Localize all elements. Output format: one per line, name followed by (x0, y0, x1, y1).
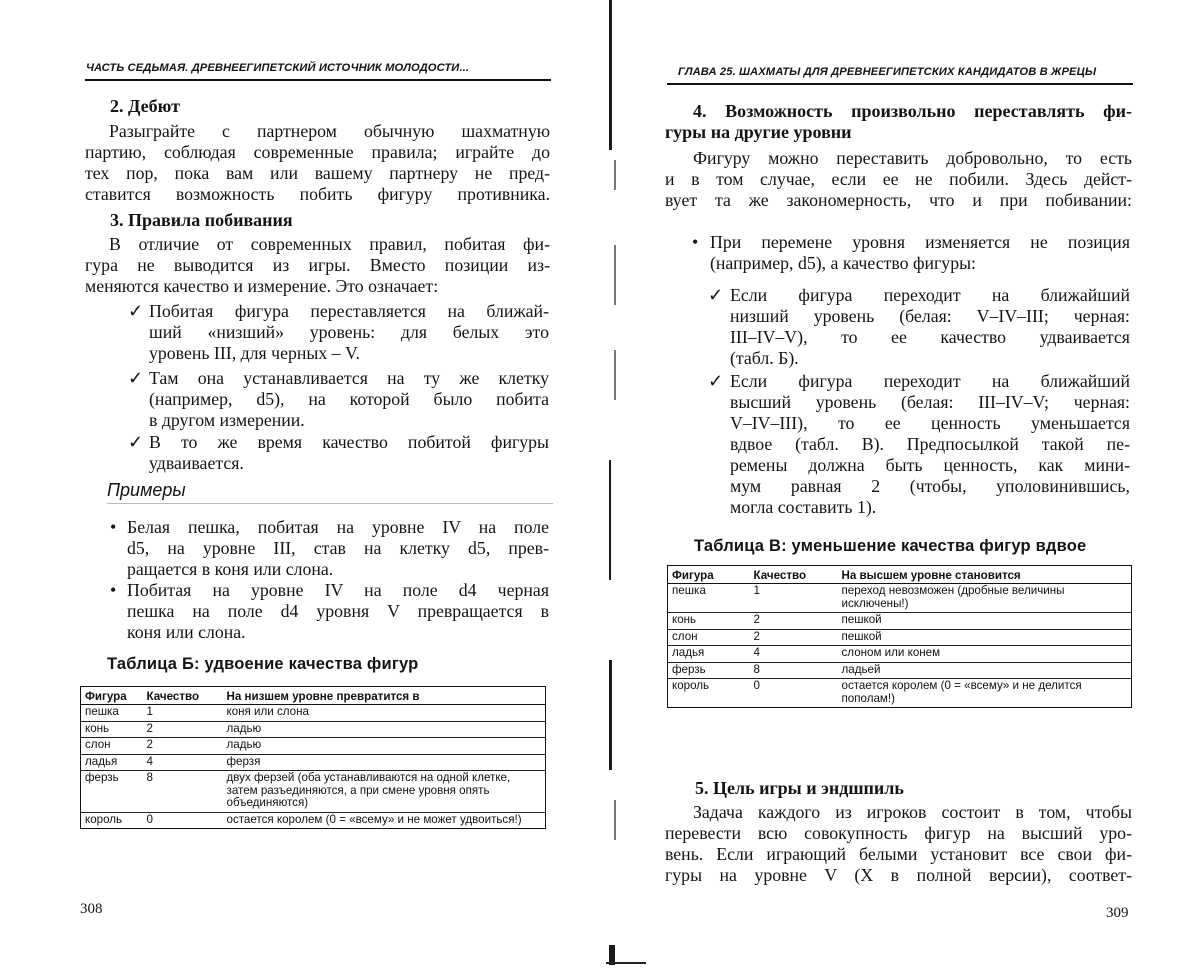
table-row (668, 646, 1132, 663)
table-row (81, 738, 546, 755)
text-line: гура не выводится из игры. Вместо позиции из- (85, 255, 550, 275)
checkmark-icon: ✓ (128, 432, 144, 452)
table-cell: 0 (146, 812, 153, 826)
table-cell: коня или слона (223, 705, 546, 722)
table-cell: 8 (750, 662, 838, 679)
column-header: Фигура (668, 566, 750, 584)
table-cell: конь (81, 721, 143, 738)
bullet-item (710, 232, 1130, 274)
text-line: Если фигура переходит на ближайший (730, 371, 1130, 391)
text-line: d5, на уровне III, став на клетку d5, прев- (127, 538, 549, 558)
page-number-left: 308 (80, 901, 103, 917)
table-cell: ладья (81, 754, 143, 771)
examples-subheading: Примеры (107, 480, 186, 500)
heading-game-goal: 5. Цель игры и эндшпиль (695, 778, 904, 798)
checkmark-icon: ✓ (708, 371, 724, 391)
table-v (667, 565, 1132, 708)
checkmark-icon: ✓ (128, 368, 144, 388)
bullet-item (127, 580, 549, 643)
text-line: Задача каждого из игроков состоит в том, чтобы (693, 802, 1132, 822)
table-cell: король (85, 812, 123, 826)
table-cell: 1 (750, 584, 838, 613)
table-cell: ферзь (668, 662, 750, 679)
text-line: вует та же закономерность, что и при побивании: (665, 190, 1132, 210)
check-item (730, 285, 1130, 369)
table-cell: слон (668, 629, 750, 646)
header-rule-left (85, 79, 551, 81)
table-b (80, 686, 546, 829)
table-header-row (668, 566, 1132, 584)
text-line: коня или слона. (127, 622, 246, 642)
right-page (604, 0, 1200, 976)
table-row (668, 629, 1132, 646)
text-line: высший уровень (белая: III–IV–V; черная: (730, 392, 1130, 412)
table-row (668, 679, 1132, 708)
heading-capture-rules: 3. Правила побивания (110, 210, 293, 230)
column-header: На высшем уровне становится (838, 566, 1132, 584)
text-line: (например, d5), на которой было побита (149, 389, 549, 409)
text-line: Белая пешка, побитая на уровне IV на поле (127, 517, 549, 537)
text-line: низший уровень (белая: V–IV–III; черная: (730, 306, 1130, 326)
table-cell: двух ферзей (оба устанавливаются на одной клетке, затем разъединяются, а при смене уровня опять объединяются) (223, 771, 546, 813)
text-line: мум равная 2 (чтобы, уполовинившись, (730, 476, 1130, 496)
page-number-right: 309 (1106, 905, 1129, 921)
text-line: удваивается. (149, 453, 244, 473)
check-item (149, 301, 549, 364)
text-line: III–IV–V), то ее качество удваивается (730, 327, 1130, 347)
checkmark-icon: ✓ (708, 285, 724, 305)
table-cell: 1 (143, 705, 223, 722)
table-cell: остается королем (0 = «всему» и не может удвоиться!) (226, 812, 522, 826)
table-cell: 4 (143, 754, 223, 771)
table-cell: ладью (223, 721, 546, 738)
text-line: В отличие от современных правил, побитая фи- (109, 234, 550, 254)
text-line: (например, d5), а качество фигуры: (710, 253, 976, 273)
text-line: ставится возможность побить фигуру противника. (85, 184, 550, 204)
text-line: (табл. Б). (730, 348, 799, 368)
table-row (668, 584, 1132, 613)
heading-voluntary-move (665, 101, 1132, 143)
checkmark-icon: ✓ (128, 301, 144, 321)
text-line: 4. Возможность произвольно переставлять фи- (693, 101, 1132, 121)
text-line: ший «низший» уровень: для белых это (149, 322, 549, 342)
table-cell: пешка (81, 705, 143, 722)
table-cell: пешка (668, 584, 750, 613)
column-header: На низшем уровне превратится в (223, 687, 546, 705)
table-row (81, 721, 546, 738)
table-cell: ферзя (223, 754, 546, 771)
table-row (668, 613, 1132, 630)
header-rule-right (667, 83, 1133, 85)
table-cell: пешкой (838, 629, 1132, 646)
text-line: Если фигура переходит на ближайший (730, 285, 1130, 305)
text-line: В то же время качество побитой фигуры (149, 432, 549, 452)
table-cell: 2 (750, 613, 838, 630)
text-line: уровень III, для черных – V. (149, 343, 360, 363)
examples-rule (107, 503, 553, 504)
table-cell: 2 (143, 738, 223, 755)
text-line: вдвое (табл. В). Предпосылкой такой пе- (730, 434, 1130, 454)
check-item (730, 371, 1130, 518)
text-line: гуры на другие уровни (665, 122, 852, 142)
text-line: Побитая фигура переставляется на ближай- (149, 301, 549, 321)
text-line: вень. Если играющий белыми установит все свои фи- (665, 844, 1132, 864)
table-cell: пешкой (838, 613, 1132, 630)
text-line: меняются качество и измерение. Это означает: (85, 276, 439, 296)
table-cell: ладью (223, 738, 546, 755)
table-cell: 0 (753, 679, 760, 692)
table-cell: остается королем (0 = «всему» и не делится пополам!) (841, 679, 1082, 705)
table-row (81, 771, 546, 813)
text-line: могла составить 1). (730, 497, 877, 517)
bullet-icon: • (110, 517, 117, 537)
running-head-right: ГЛАВА 25. ШАХМАТЫ ДЛЯ ДРЕВНЕЕГИПЕТСКИХ КАНДИДАТОВ В ЖРЕЦЫ (678, 66, 1097, 78)
table-row (81, 705, 546, 722)
table-cell: конь (668, 613, 750, 630)
table-row (81, 812, 546, 829)
table-cell: король (672, 679, 710, 692)
table-b-title: Таблица Б: удвоение качества фигур (107, 655, 419, 673)
table-header-row (81, 687, 546, 705)
table-cell: 4 (750, 646, 838, 663)
text-line: ращается в коня или слона. (127, 559, 334, 579)
table-cell: ферзь (81, 771, 143, 813)
table-v-title: Таблица В: уменьшение качества фигур вдвое (694, 537, 1087, 555)
table-cell: 2 (143, 721, 223, 738)
table-row (668, 662, 1132, 679)
text-line: пешка на поле d4 уровня V превращается в (127, 601, 549, 621)
table-row (81, 754, 546, 771)
running-head-left: ЧАСТЬ СЕДЬМАЯ. ДРЕВНЕЕГИПЕТСКИЙ ИСТОЧНИК МОЛОДОСТИ... (86, 62, 470, 74)
paragraph-voluntary-move (665, 148, 1132, 211)
column-header: Фигура (81, 687, 143, 705)
text-line: гуры на уровне V (X в полной версии), соответ- (665, 865, 1132, 885)
bullet-item (127, 517, 549, 580)
text-line: ремены должна быть ценность, как мини- (730, 455, 1130, 475)
bullet-icon: • (110, 580, 117, 600)
text-line: и в том случае, если ее не побили. Здесь дейст- (665, 169, 1132, 189)
table-cell: 8 (143, 771, 223, 813)
table-cell: 2 (750, 629, 838, 646)
table-cell: переход невозможен (дробные величины исключены!) (838, 584, 1132, 613)
bullet-icon: • (692, 232, 699, 252)
check-item (149, 368, 549, 431)
paragraph-capture-rules (85, 234, 550, 297)
column-header: Качество (750, 566, 838, 584)
check-item (149, 432, 549, 474)
text-line: Побитая на уровне IV на поле d4 черная (127, 580, 549, 600)
table-cell: слон (81, 738, 143, 755)
text-line: партию, соблюдая современные правила; играйте до (85, 142, 550, 162)
paragraph-debut (85, 121, 550, 205)
text-line: При перемене уровня изменяется не позиция (710, 232, 1130, 252)
text-line: Фигуру можно переставить добровольно, то есть (693, 148, 1132, 168)
paragraph-game-goal (665, 802, 1132, 886)
text-line: в другом измерении. (149, 410, 305, 430)
table-cell: ладьей (838, 662, 1132, 679)
text-line: Разыграйте с партнером обычную шахматную (109, 121, 550, 141)
text-line: тех пор, пока вам или вашему партнеру не пред- (85, 163, 550, 183)
column-header: Качество (143, 687, 223, 705)
text-line: перевести всю совокупность фигур на высший уро- (665, 823, 1132, 843)
table-cell: слоном или конем (838, 646, 1132, 663)
table-cell: ладья (668, 646, 750, 663)
text-line: Там она устанавливается на ту же клетку (149, 368, 549, 388)
text-line: V–IV–III), то ее ценность уменьшается (730, 413, 1130, 433)
heading-debut: 2. Дебют (110, 96, 180, 116)
